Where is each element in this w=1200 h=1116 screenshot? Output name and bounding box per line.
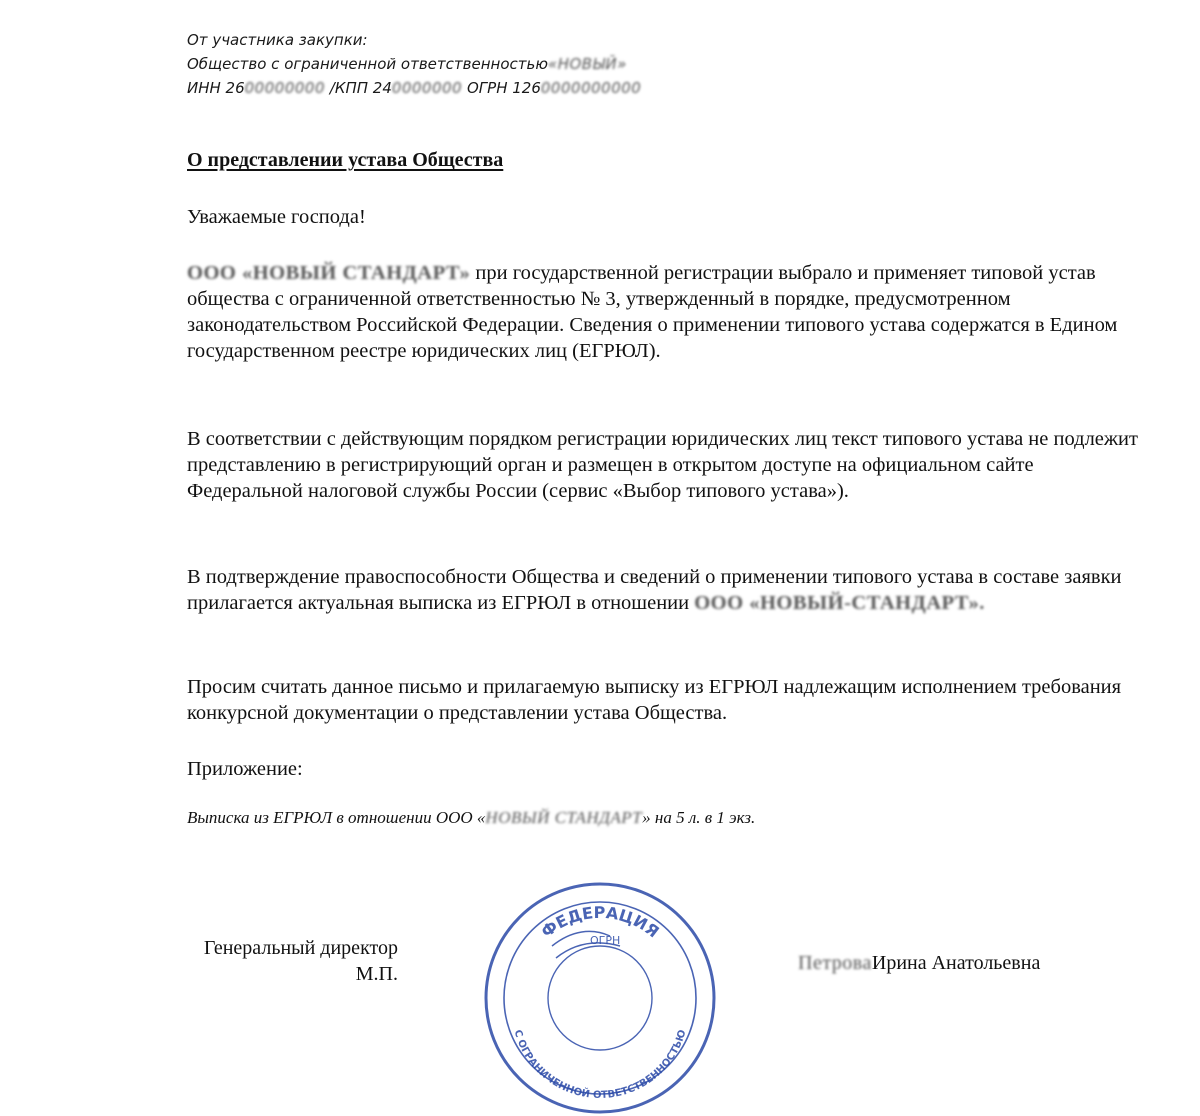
signer-name: ПетроваИрина Анатольевна	[798, 952, 1041, 974]
greeting: Уважаемые господа!	[187, 206, 366, 228]
annex-item: Выписка из ЕГРЮЛ в отношении ООО «НОВЫЙ СТАНДАРТ» на 5 л. в 1 экз.	[187, 806, 1147, 830]
signer-surname-redacted: Петрова	[798, 952, 872, 974]
signer-position-block	[166, 935, 398, 987]
sender-company: Общество с ограниченной ответственностью«НОВЫЙ»	[187, 52, 707, 76]
redacted-inn: 00000000	[244, 79, 325, 97]
sender-block	[187, 28, 707, 100]
paragraph-3: В подтверждение правоспособности Общества и сведений о применении типового устава в составе заявки прилагается актуальная выписка из ЕГРЮЛ в отношении ООО «НОВЫЙ-СТАНДАРТ».	[187, 566, 1122, 614]
paragraph-4: Просим считать данное письмо и прилагаемую выписку из ЕГРЮЛ надлежащим исполнением требования конкурсной документации о представлении устава Общества.	[187, 676, 1122, 724]
annex-title: Приложение:	[187, 758, 303, 780]
seal-abbrev: М.П.	[355, 963, 398, 985]
paragraph-1: ООО «НОВЫЙ СТАНДАРТ» при государственной регистрации выбрало и применяет типовой устав общества с ограниченной ответственностью № 3, утвержденный в порядке, предусмотренном законодательством Российской Федерации. Сведения о применении типового устава содержатся в Едином государственном реестре юридических лиц (ЕГРЮЛ).	[187, 262, 1118, 362]
stamp-text-ogrn: ОГРН	[590, 934, 621, 947]
redacted-kpp: 0000000	[391, 79, 463, 97]
stamp-text-bottom: С ОГРАНИЧЕННОЙ ОТВЕТСТВЕННОСТЬЮ	[511, 1028, 689, 1102]
annex-redacted-name: НОВЫЙ СТАНДАРТ	[485, 808, 643, 827]
company-seal-stamp	[482, 880, 718, 1116]
signer-position: Генеральный директор	[203, 937, 398, 959]
redacted-ogrn: 0000000000	[540, 79, 642, 97]
company-name-redacted-2: ООО «НОВЫЙ-СТАНДАРТ».	[694, 592, 985, 614]
stamp-text-top: ФЕДЕРАЦИЯ	[537, 902, 663, 942]
company-name-redacted: ООО «НОВЫЙ СТАНДАРТ»	[187, 262, 471, 284]
letter-subject: О представлении устава Общества	[187, 149, 504, 171]
stamp-core-ring	[548, 946, 652, 1050]
redacted-company-name: «НОВЫЙ»	[547, 55, 627, 73]
sender-requisites: ИНН 2600000000 /КПП 240000000 ОГРН 1260000000000	[187, 76, 707, 100]
paragraph-2: В соответствии с действующим порядком регистрации юридических лиц текст типового устава не подлежит представлению в регистрирующий орган и размещен в открытом доступе на официальном сайте Федеральной налоговой службы России (сервис «Выбор типового устава»).	[187, 428, 1138, 502]
sender-label: От участника закупки:	[187, 31, 368, 49]
